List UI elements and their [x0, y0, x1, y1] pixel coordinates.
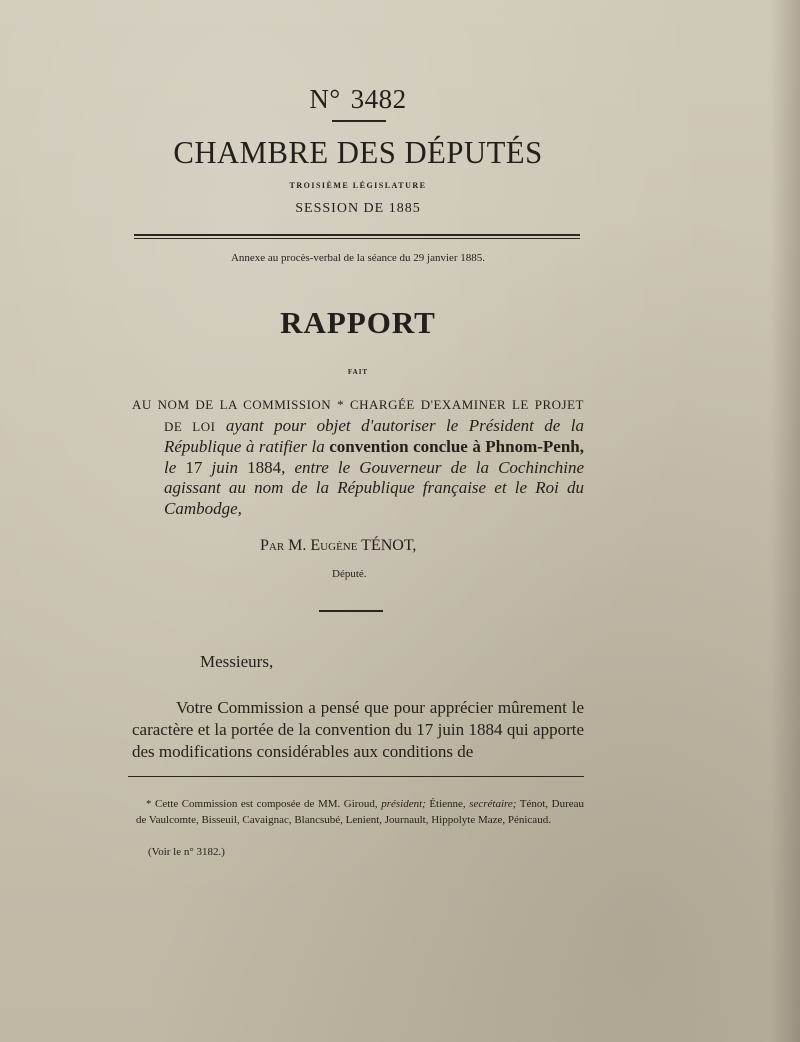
subject-bold-convention: convention conclue à Phnom-Penh, — [329, 437, 585, 456]
subject-italic-parties: entre le Gouverneur de la Cochinchine agissant au nom de la République française et le Roi du Cambodge, — [164, 457, 585, 518]
session-label: SESSION DE 1885 — [295, 201, 421, 216]
report-subject — [132, 395, 584, 519]
subject-continuation — [132, 416, 584, 520]
author-role: Député. — [332, 568, 367, 580]
number-underline — [332, 120, 386, 122]
footnote-rule — [128, 776, 584, 777]
chamber-title: CHAMBRE DES DÉPUTÉS — [173, 134, 543, 170]
page-edge-shadow — [770, 0, 800, 1042]
fait-label: FAIT — [347, 368, 369, 376]
subject-italic-1: ayant pour objet d'autoriser le Président de la République à ratifier la — [164, 415, 585, 456]
subject-year: 1884, — [247, 457, 286, 477]
header-double-rule-top — [134, 234, 580, 236]
author-line — [260, 537, 416, 555]
subject-month: juin — [211, 457, 238, 477]
document-number — [0, 84, 716, 115]
legislature-label: TROISIÈME LÉGISLATURE — [289, 181, 427, 190]
footnote-text-b: Étienne, — [429, 798, 466, 810]
footnote-text-c: Ténot, Dureau de Vaulcomte, Bisseuil, Cavaignac, Blancsubé, Lenient, Journault, Hippolyte Maze, Pénicaud. — [136, 798, 585, 826]
body-paragraph: Votre Commission a pensé que pour apprécier mûrement le caractère et la portée de la convention du 17 juin 1884 qui apporte des modifications considérables aux conditions de — [132, 698, 584, 761]
number-value: 3482 — [350, 84, 407, 114]
author-name: TÉNOT, — [361, 537, 417, 554]
header-double-rule-bottom — [134, 238, 580, 239]
report-heading: RAPPORT — [280, 305, 436, 340]
de-loi: DE LOI — [164, 418, 216, 434]
annexe-note: Annexe au procès-verbal de la séance du 29 janvier 1885. — [230, 252, 486, 264]
footnote-reference: (Voir le n° 3182.) — [148, 846, 225, 858]
footnote-secretaire: secrétaire; — [469, 798, 517, 810]
footnote — [136, 796, 584, 828]
subject-italic-le: le — [164, 457, 177, 477]
subject-day: 17 — [185, 457, 203, 477]
salutation: Messieurs, — [200, 652, 274, 671]
author-par: Par M. Eugène — [260, 537, 358, 554]
footnote-text-a: * Cette Commission est composée de MM. Giroud, — [146, 798, 378, 810]
section-rule — [319, 610, 383, 612]
subject-line-1: AU NOM DE LA COMMISSION * CHARGÉE D'EXAMINER LE PROJET — [132, 397, 584, 412]
number-prefix: N° — [309, 84, 341, 114]
footnote-president: président; — [381, 798, 426, 810]
